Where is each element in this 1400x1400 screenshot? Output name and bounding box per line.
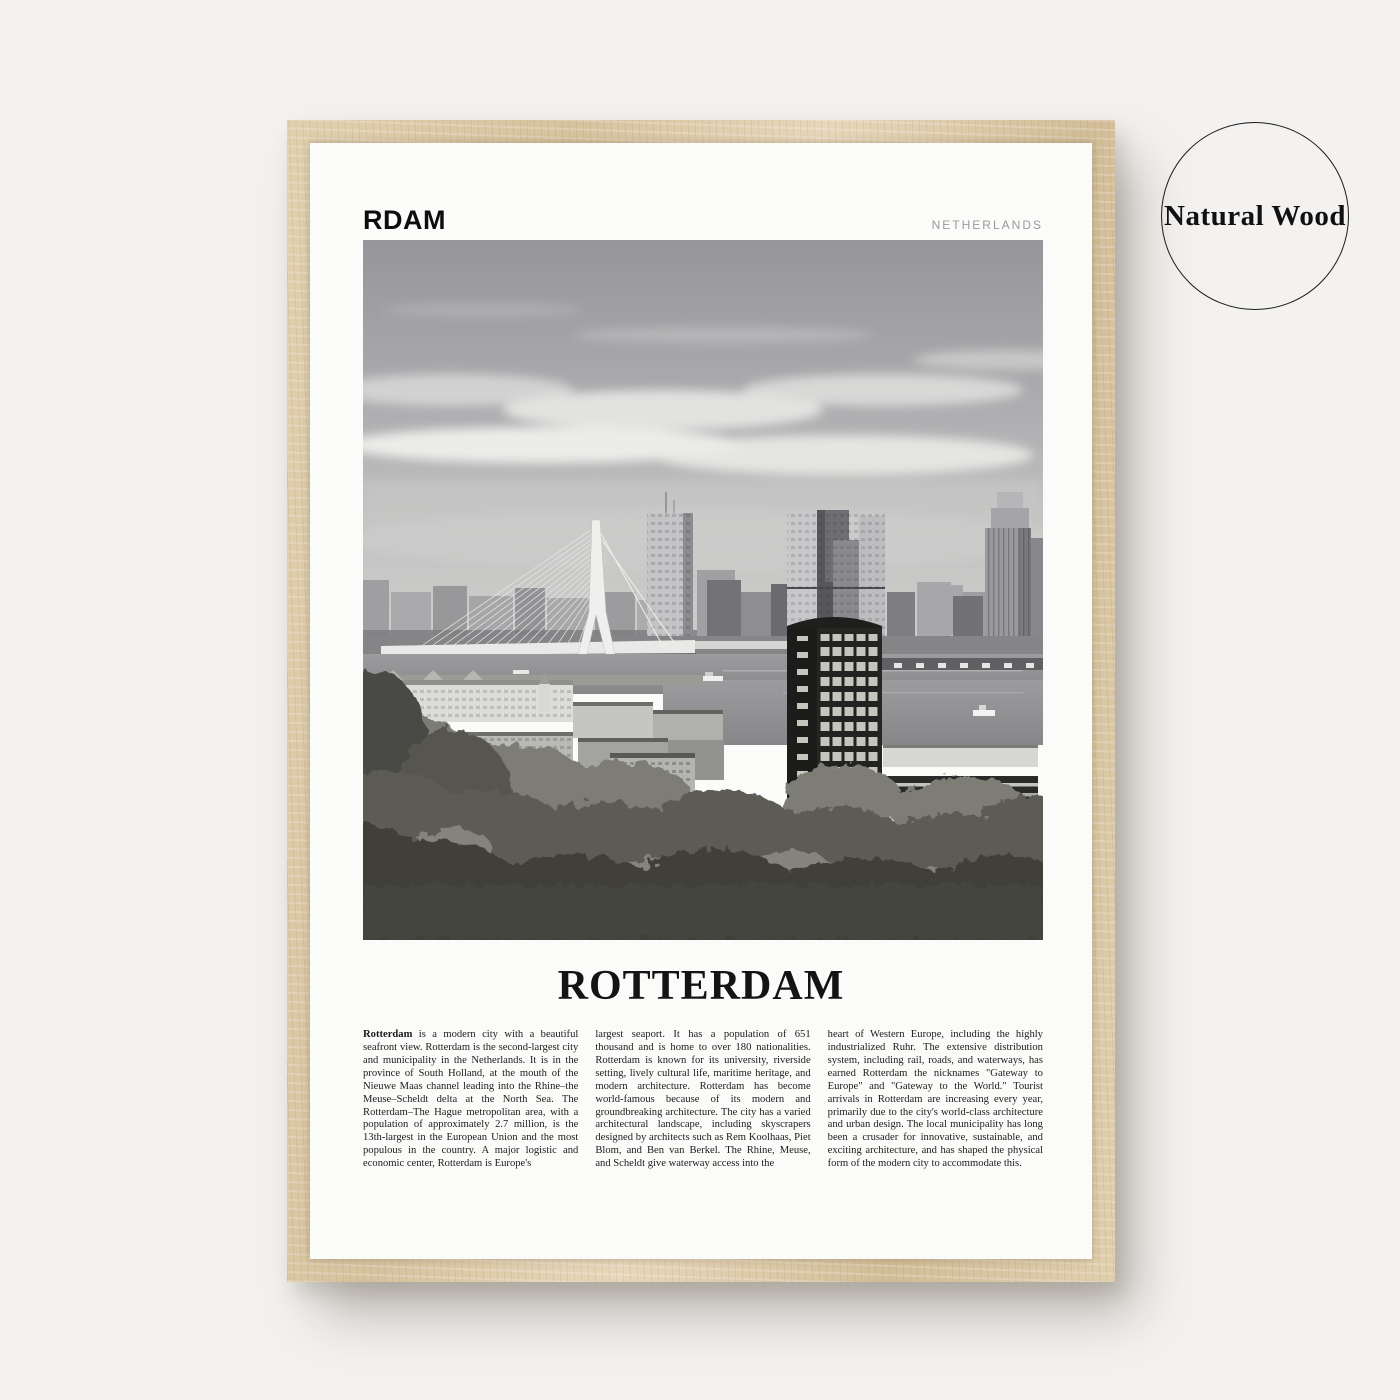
text-column-2: largest seaport. It has a population of 651 thousand and is home to over 180 nationalities. Rotterdam is known for its university, riverside setting, lively cultural life, maritime heritage, and modern architecture. Rotterdam has become world-famous because of its modern and groundbreaking architecture. The city has a varied architectural landscape, including skyscrapers designed by architects such as Rem Koolhaas, Piet Blom, and Ben van Berkel. The Rhine, Meuse, and Scheldt give waterway access into the <box>595 1029 811 1170</box>
poster-header <box>363 207 1043 234</box>
natural-wood-badge <box>1161 122 1349 310</box>
poster-frame <box>287 120 1115 1282</box>
lead-word: Rotterdam <box>363 1029 413 1040</box>
text-column-1-body: is a modern city with a beautiful seafront view. Rotterdam is the second-largest city and municipality in the Netherlands. It is in the province of South Holland, at the mouth of the Nieuwe Maas channel leading into the Rhine–the Meuse–Scheldt delta at the North Sea. The Rotterdam–The Hague metropolitan area, with a population of approximately 2.7 million, is the 13th-largest in the European Union and the most populous in the country. A major logistic and economic center, Rotterdam is Europe's <box>363 1029 579 1170</box>
poster-body-text <box>363 1029 1043 1171</box>
rotterdam-skyline-photo <box>363 240 1043 940</box>
text-column-1 <box>363 1029 578 1171</box>
poster-country-label: NETHERLANDS <box>931 218 1043 232</box>
natural-wood-badge-label: Natural Wood <box>1164 199 1346 232</box>
poster-title: ROTTERDAM <box>557 963 845 1009</box>
poster-city-code: RDAM <box>363 205 446 235</box>
poster-paper <box>310 143 1092 1259</box>
text-column-3: heart of Western Europe, including the highly industrialized Ruhr. The extensive distribution system, including rail, roads, and waterways, has earned Rotterdam the nicknames "Gateway to Europe" and "Gateway to the World." Tourist arrivals in Rotterdam are increasing every year, primarily due to the city's world-class architecture and urban design. The local municipality has long been a crusader for innovative, sustainable, and exciting architecture, and has shaped the physical form of the modern city to accommodate this. <box>827 1029 1043 1170</box>
